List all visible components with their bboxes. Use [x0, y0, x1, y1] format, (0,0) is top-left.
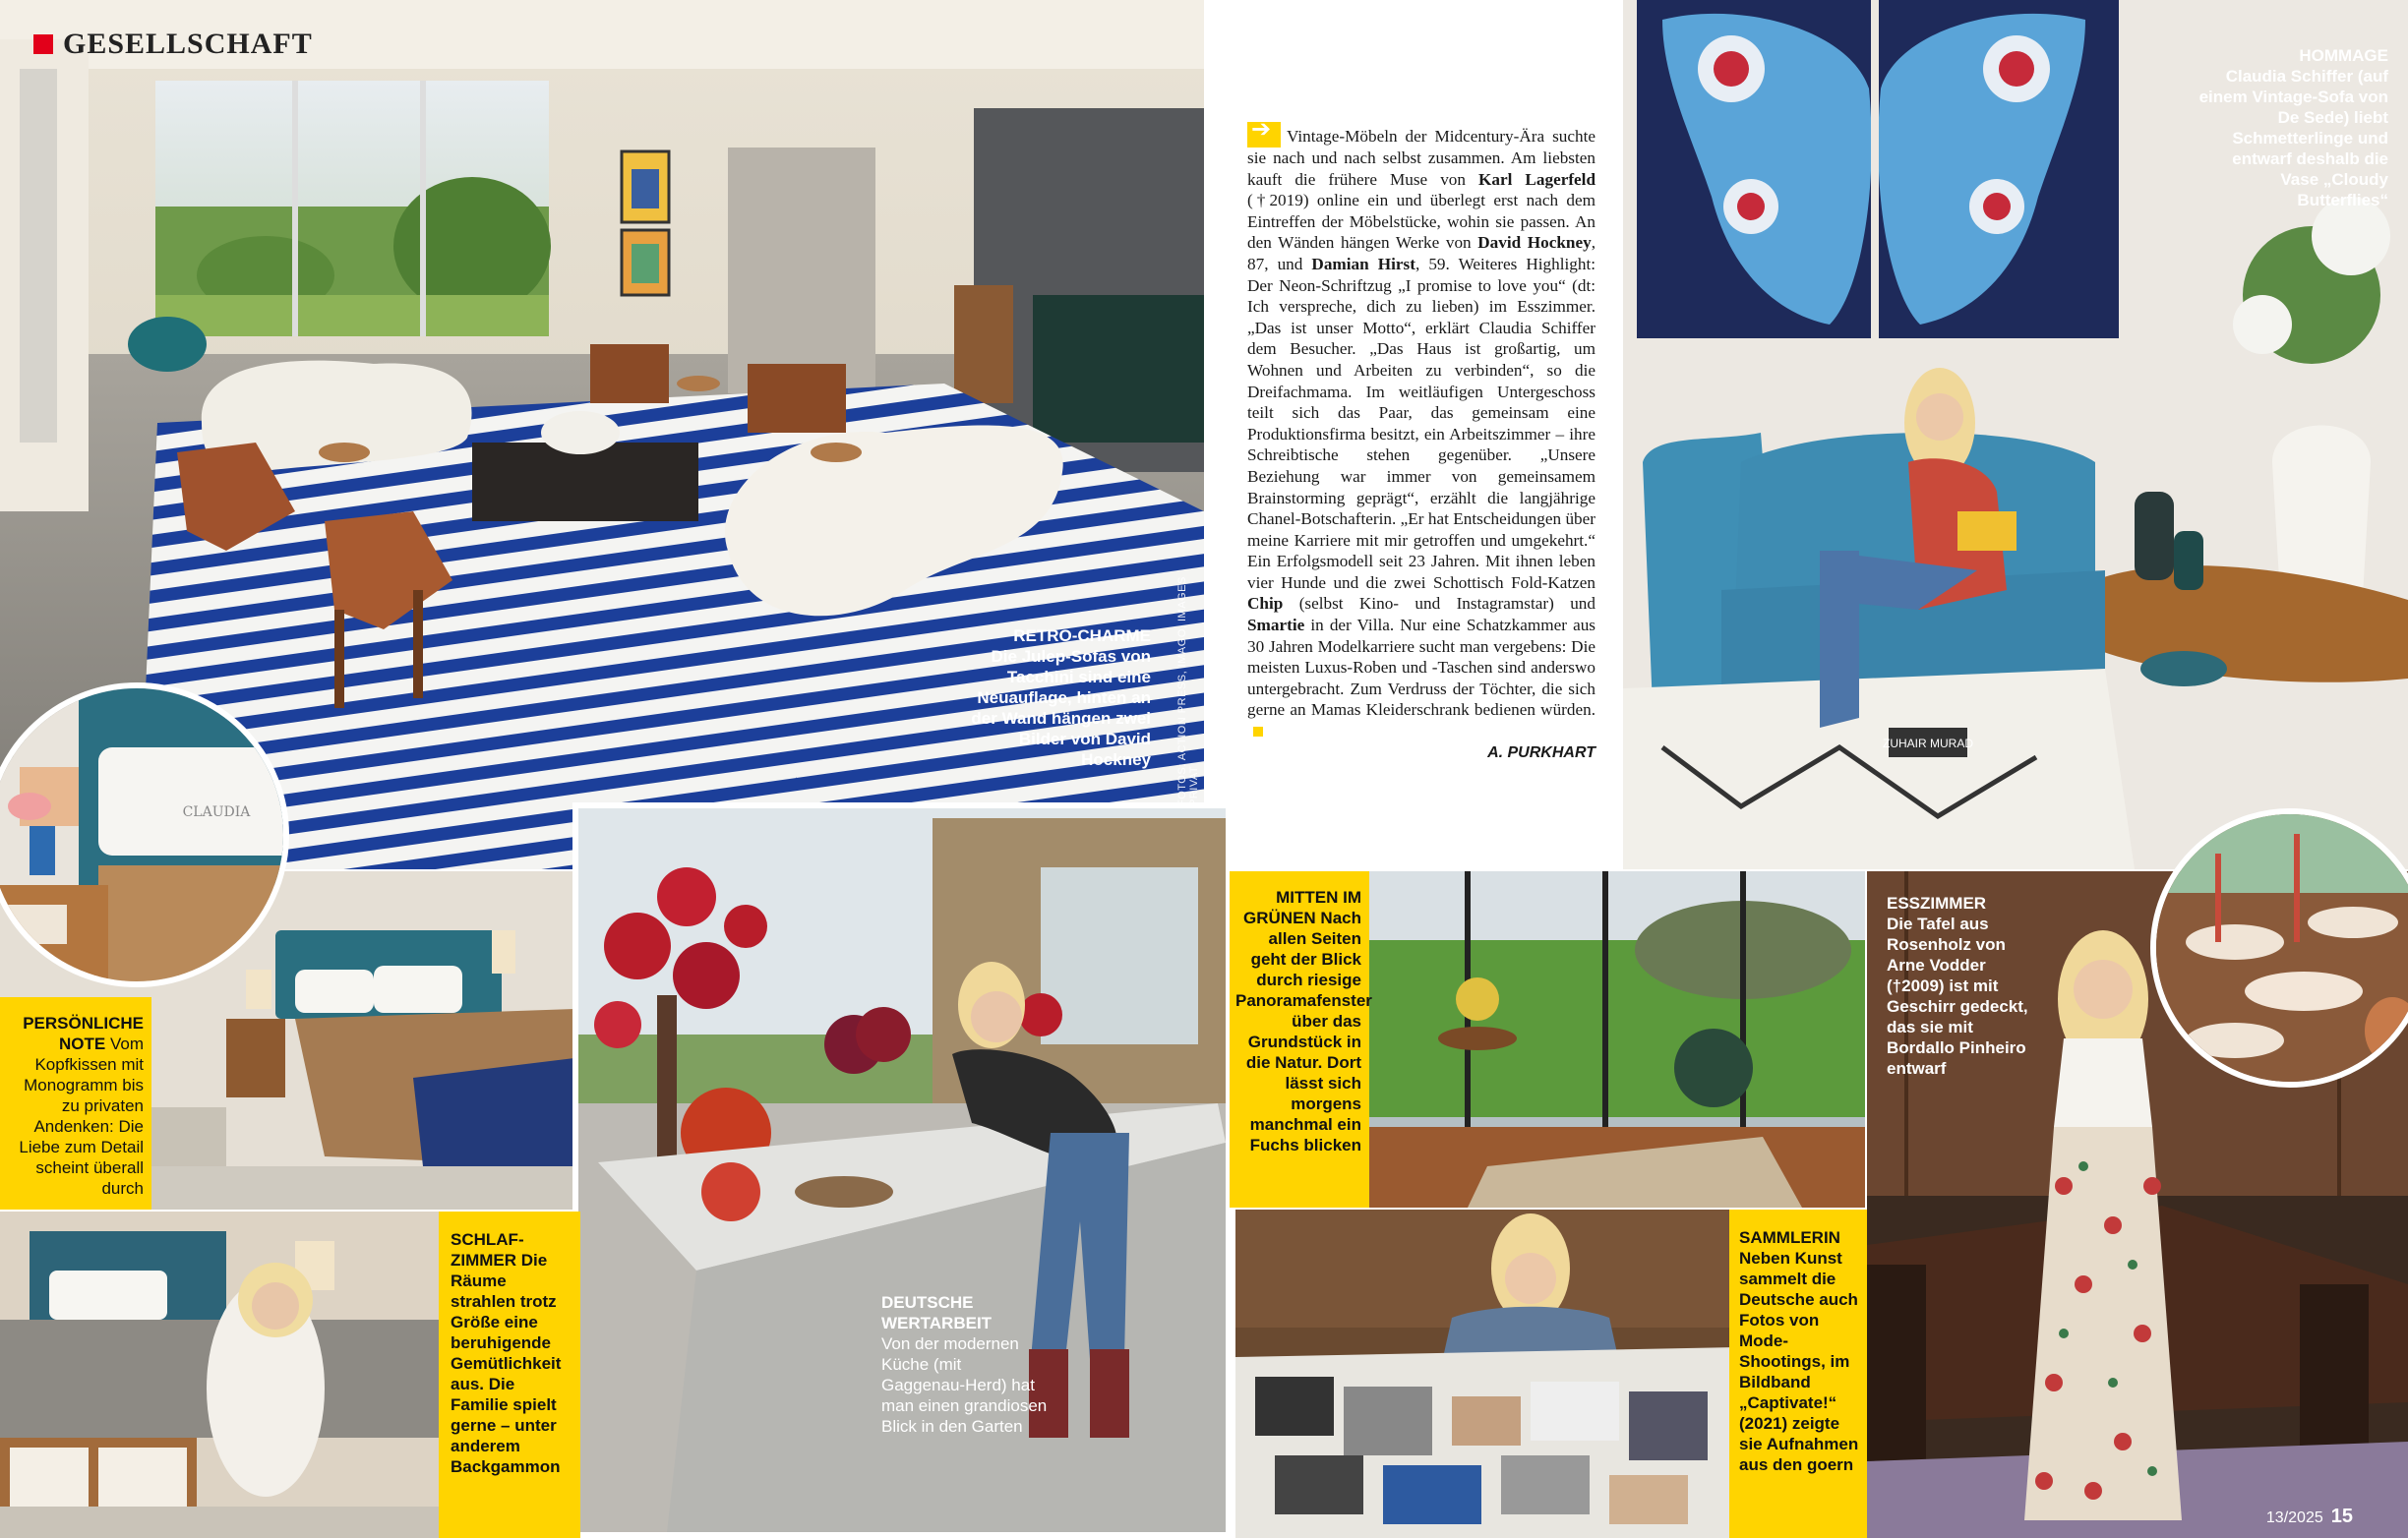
collector-desk-photo: [1235, 1210, 1737, 1538]
caption-persoenliche-note: [0, 997, 151, 1210]
article-text: [1247, 122, 1595, 763]
article-name-hockney: David Hockney: [1477, 233, 1592, 253]
section-marker: [33, 34, 53, 54]
caption-esszimmer: [1887, 893, 2044, 1079]
photo-credit: FOTOS: ACTION PRESS, IMAGO, IMAGES PRIVAT: [1176, 576, 1200, 806]
article-name-chip: Chip: [1247, 594, 1284, 614]
article-name-hirst: Damian Hirst: [1311, 254, 1415, 273]
article-end-marker: [1253, 727, 1263, 737]
caption-schlafzimmer: [439, 1212, 580, 1538]
caption-mitten-head: MITTEN IM GRÜNEN: [1243, 888, 1361, 927]
caption-retro: [964, 625, 1151, 770]
caption-deutsche-head: DEUTSCHE WERTARBEIT: [881, 1293, 993, 1332]
issue-number: 13/2025: [2265, 1509, 2323, 1526]
article-p6: in der Villa. Nur eine Schatzkammer aus 30 Jahren Modelkarriere sucht man vergebens: Die meisten Luxus-Roben und -Taschen sind anderswo untergebracht. Zum Verdruss der Töchter, die sich gerne an Mamas Kleiderschrank bedienen würden.: [1247, 616, 1596, 720]
caption-sammlerin-body: Neben Kunst sammelt die Deutsche auch Fotos von Mode-Shootings, im Bildband „Captivate!“ (2021) zeigte sie Aufnahmen aus den goern: [1739, 1249, 1859, 1474]
article-p1: Vintage-Möbeln der Midcentury-Ära suchte sie nach und nach selbst zusammen. Am liebsten kauft die frühere Muse von: [1247, 127, 1595, 189]
article-p2: (†2019) online ein und überlegt erst nach dem Eintreffen der Möbelstücke, wohin sie passen. An den Wänden hängen Werke von: [1247, 191, 1595, 253]
article-author: A. PURKHART: [1487, 743, 1595, 761]
caption-hommage-body: Claudia Schiffer (auf einem Vintage-Sofa von De Sede) liebt Schmetterlinge und entwarf deshalb die Vase „Cloudy Butterflies“: [2198, 67, 2388, 209]
caption-hommage: [2196, 45, 2388, 210]
book-title: ZUHAIR MURAD: [1883, 737, 1973, 750]
caption-retro-body: Die Julep-Sofas von Tacchini sind eine Neuauflage, hinten an der Wand hängen zwei Bilder von David Hockney: [971, 647, 1151, 769]
caption-deutsche-wertarbeit: [881, 1292, 1049, 1437]
caption-sammlerin: [1729, 1210, 1867, 1538]
article-p3: , 87, und: [1247, 233, 1596, 273]
caption-deutsche-body: Von der modernen Küche (mit Gaggenau-Herd) hat man einen grandiosen Blick in den Garten: [881, 1334, 1048, 1436]
continue-arrow-icon: [1247, 122, 1281, 148]
caption-schlaf-body: Die Räume strahlen trotz Größe eine beruhigende Gemütlichkeit aus. Die Familie spielt gerne – unter anderem Backgammon: [451, 1251, 562, 1476]
section-label: [33, 28, 313, 61]
article-name-lagerfeld: Karl Lagerfeld: [1478, 169, 1596, 189]
caption-retro-head: RETRO-CHARME: [1013, 626, 1151, 645]
article-name-smartie: Smartie: [1247, 616, 1305, 635]
page-footer: [2266, 1506, 2353, 1528]
caption-esszimmer-body: Die Tafel aus Rosenholz von Arne Vodder (†2009) ist mit Geschirr gedeckt, das sie mit Bordallo Pinheiro entwarf: [1887, 915, 2028, 1078]
backgammon-photo: [0, 1212, 439, 1538]
garden-dining-photo: [1369, 871, 1865, 1208]
caption-persoenlich-head: PERSÖNLICHE NOTE: [23, 1014, 144, 1053]
section-title: GESELLSCHAFT: [63, 28, 313, 60]
caption-sammlerin-head: SAMMLERIN: [1739, 1228, 1840, 1247]
caption-schlaf-head: SCHLAF-ZIMMER: [451, 1230, 524, 1270]
caption-esszimmer-head: ESSZIMMER: [1887, 894, 1987, 913]
caption-persoenlich-body: Vom Kopfkissen mit Monogramm bis zu privaten Andenken: Die Liebe zum Detail scheint überall durch: [19, 1035, 144, 1198]
article-p5: (selbst Kino- und Instagramstar) und: [1298, 594, 1595, 614]
pillow-monogram: CLAUDIA: [182, 804, 251, 820]
page-number: 15: [2330, 1506, 2353, 1527]
article-p4: , 59. Weiteres Highlight: Der Neon-Schriftzug „I promise to love you“ (dt: Ich verspreche, dich zu lieben) im Esszimmer. „Das ist unser Motto“, erklärt Claudia Schiffer dem Besucher. „Das Haus ist großartig, um Wohnen und Arbeiten zu verbinden“, so die Dreifachmama. Im weitläufigen Untergeschoss teilt sich das Paar, das gemeinsam eine Produktionsfirma besitzt, ein Arbeitszimmer – ihre Schreibtische stehen gegenüber. „Unsere Beziehung war immer von gemeinsamem Brainstorming geprägt“, erzählt die langjährige Chanel-Botschafterin. „Er hat Entscheidungen über meine Karriere mit mir getroffen und umgekehrt.“ Ein Erfolgsmodell seit 23 Jahren. Mit ihnen leben vier Hunde und die zwei Schottisch Fold-Katzen: [1247, 254, 1595, 592]
caption-hommage-head: HOMMAGE: [2299, 46, 2388, 65]
caption-mitten-im-gruenen: [1230, 871, 1372, 1208]
caption-mitten-body: Nach allen Seiten geht der Blick durch riesige Panoramafenster über das Grundstück in die Natur. Dort lässt sich morgens manchmal ein Fuchs blicken: [1235, 909, 1372, 1154]
